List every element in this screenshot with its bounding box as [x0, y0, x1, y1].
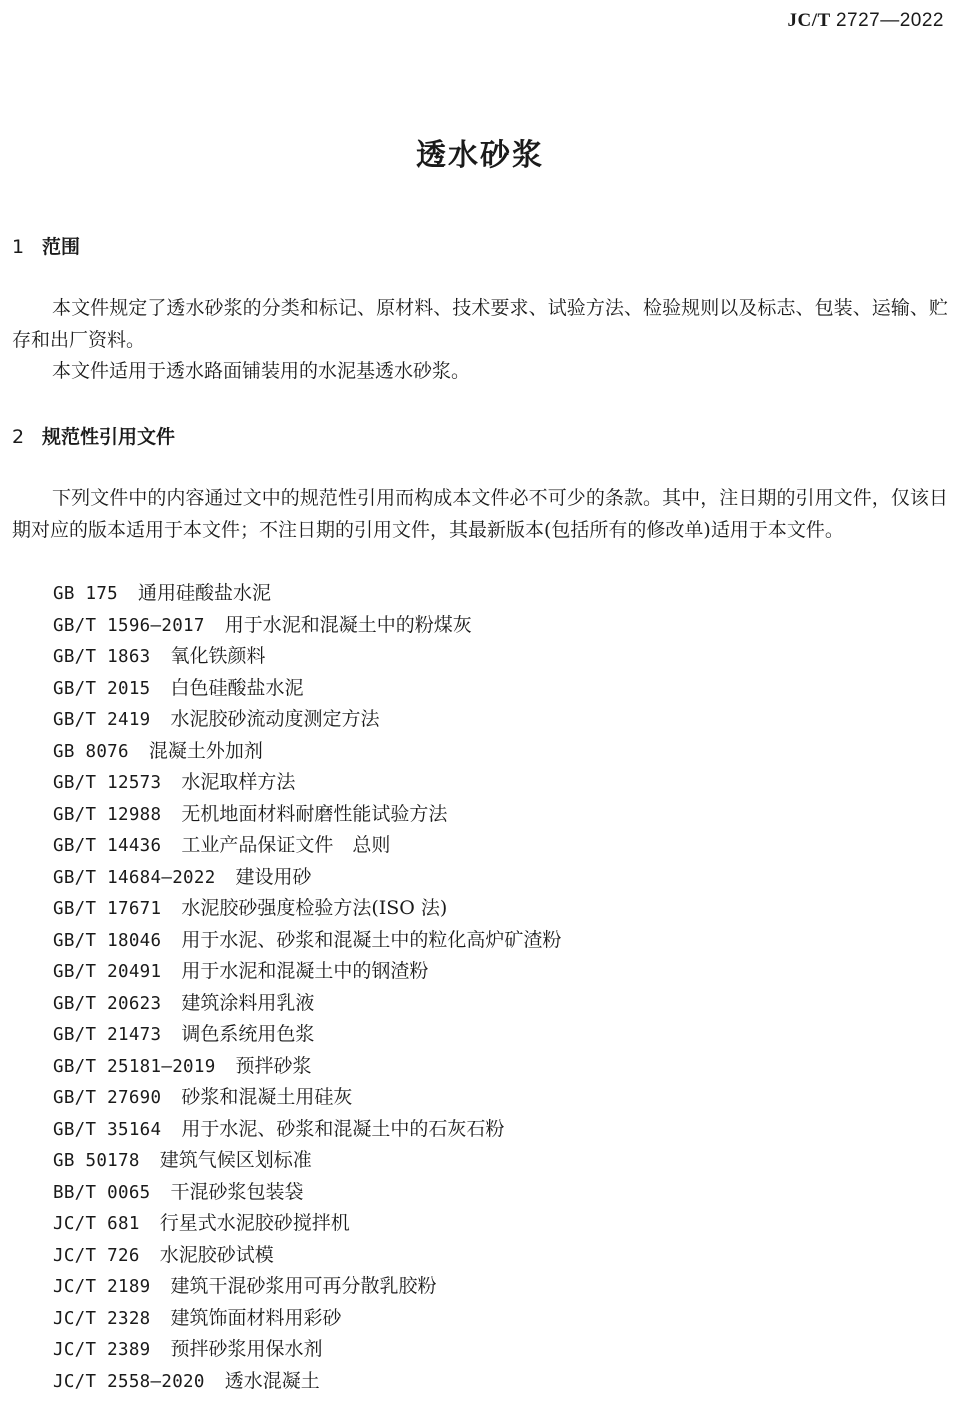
reference-item: [53, 830, 561, 862]
reference-item: [53, 1366, 561, 1398]
reference-title: 预拌砂浆: [235, 1054, 312, 1077]
reference-title: 水泥胶砂流动度测定方法: [170, 708, 380, 730]
reference-item: [53, 956, 561, 988]
standard-number: [788, 10, 944, 32]
reference-item: [53, 799, 561, 831]
reference-code: JC/T 2558—2020: [53, 1371, 205, 1392]
reference-item: [53, 1145, 561, 1177]
reference-title: 混凝土外加剂: [148, 739, 263, 762]
reference-code: JC/T 726: [53, 1245, 140, 1266]
reference-title: 干混砂浆包装袋: [170, 1180, 304, 1203]
section-title: 规范性引用文件: [42, 426, 176, 448]
reference-item: [53, 1114, 561, 1146]
reference-item: [53, 1177, 561, 1209]
reference-item: [53, 1082, 561, 1114]
reference-title: 工业产品保证文件 总则: [181, 834, 391, 856]
reference-code: GB 175: [53, 584, 119, 604]
reference-title: 透水混凝土: [224, 1369, 320, 1392]
standard-prefix: JC/T: [787, 10, 831, 31]
standard-year-number: 2727—2022: [835, 10, 944, 31]
reference-title: 用于水泥、砂浆和混凝土中的石灰石粉: [181, 1117, 505, 1140]
reference-code: GB/T 1863: [53, 647, 151, 667]
references-intro-paragraph: 下列文件中的内容通过文中的规范性引用而构成本文件必不可少的条款。其中，注日期的引用文件，仅该日期对应的版本适用于本文件；不注日期的引用文件，其最新版本(包括所有的修改单)适用于本文件。: [12, 487, 948, 541]
section-number: 2: [12, 426, 25, 448]
reference-item: [53, 767, 561, 799]
reference-item: [53, 1271, 561, 1303]
reference-code: JC/T 2389: [53, 1340, 151, 1360]
reference-title: 预拌砂浆用保水剂: [170, 1338, 323, 1360]
reference-code: GB/T 12573: [53, 773, 162, 793]
reference-code: GB/T 2419: [53, 710, 151, 730]
reference-item: [53, 925, 561, 957]
reference-title: 行星式水泥胶砂搅拌机: [159, 1212, 350, 1234]
reference-item: [53, 862, 561, 894]
reference-item: [53, 578, 561, 610]
reference-code: JC/T 681: [53, 1214, 140, 1234]
reference-title: 白色硅酸盐水泥: [170, 676, 304, 699]
reference-item: [53, 988, 561, 1020]
reference-title: 通用硅酸盐水泥: [138, 582, 272, 604]
reference-item: [53, 893, 561, 925]
reference-item: [53, 736, 561, 768]
reference-item: [53, 704, 561, 736]
reference-title: 用于水泥、砂浆和混凝土中的粒化高炉矿渣粉: [181, 928, 562, 951]
reference-item: [53, 610, 561, 642]
reference-title: 用于水泥和混凝土中的粉煤灰: [224, 613, 472, 636]
reference-code: GB/T 17671: [53, 899, 162, 919]
reference-title: 水泥胶砂试模: [159, 1243, 274, 1266]
reference-title: 氧化铁颜料: [170, 645, 266, 667]
reference-code: GB/T 20623: [53, 993, 162, 1014]
reference-code: JC/T 2328: [53, 1308, 151, 1329]
scope-paragraph-1: 本文件规定了透水砂浆的分类和标记、原材料、技术要求、试验方法、检验规则以及标志、包装、运输、贮存和出厂资料。: [12, 297, 948, 351]
reference-title: 建筑干混砂浆用可再分散乳胶粉: [170, 1275, 437, 1297]
section-heading-scope: [12, 232, 80, 259]
reference-code: GB 50178: [53, 1151, 140, 1171]
reference-code: GB/T 18046: [53, 930, 162, 951]
scope-paragraph-2: 本文件适用于透水路面铺装用的水泥基透水砂浆。: [52, 360, 471, 382]
reference-title: 无机地面材料耐磨性能试验方法: [181, 802, 448, 825]
reference-item: [53, 1240, 561, 1272]
section-title: 范围: [42, 236, 81, 258]
reference-code: GB/T 1596—2017: [53, 615, 205, 636]
reference-code: BB/T 0065: [53, 1182, 151, 1203]
reference-title: 水泥胶砂强度检验方法(ISO 法): [181, 897, 448, 919]
reference-code: GB/T 14684—2022: [53, 867, 216, 888]
reference-item: [53, 1019, 561, 1051]
reference-code: GB/T 35164: [53, 1119, 162, 1140]
reference-item: [53, 1208, 561, 1240]
reference-code: GB/T 12988: [53, 804, 162, 825]
reference-code: GB/T 21473: [53, 1025, 162, 1045]
section-number: 1: [12, 236, 25, 258]
reference-title: 水泥取样方法: [181, 771, 296, 793]
reference-item: [53, 673, 561, 705]
reference-title: 建筑涂料用乳液: [181, 991, 315, 1014]
reference-code: GB/T 20491: [53, 962, 162, 982]
reference-code: GB/T 25181—2019: [53, 1056, 216, 1077]
reference-list: [53, 578, 561, 1397]
reference-item: [53, 1334, 561, 1366]
reference-code: JC/T 2189: [53, 1277, 151, 1297]
section-heading-normative-references: [12, 422, 175, 449]
document-title: 透水砂浆: [416, 138, 544, 173]
reference-code: GB/T 2015: [53, 678, 151, 699]
reference-code: GB/T 14436: [53, 836, 162, 856]
reference-item: [53, 1303, 561, 1335]
reference-code: GB 8076: [53, 741, 129, 762]
reference-title: 砂浆和混凝土用硅灰: [181, 1086, 353, 1108]
reference-item: [53, 641, 561, 673]
reference-title: 建筑气候区划标准: [159, 1149, 312, 1171]
reference-item: [53, 1051, 561, 1083]
reference-title: 调色系统用色浆: [181, 1023, 315, 1045]
reference-code: GB/T 27690: [53, 1088, 162, 1108]
reference-title: 用于水泥和混凝土中的钢渣粉: [181, 960, 429, 982]
reference-title: 建筑饰面材料用彩砂: [170, 1306, 342, 1329]
reference-title: 建设用砂: [235, 865, 312, 888]
